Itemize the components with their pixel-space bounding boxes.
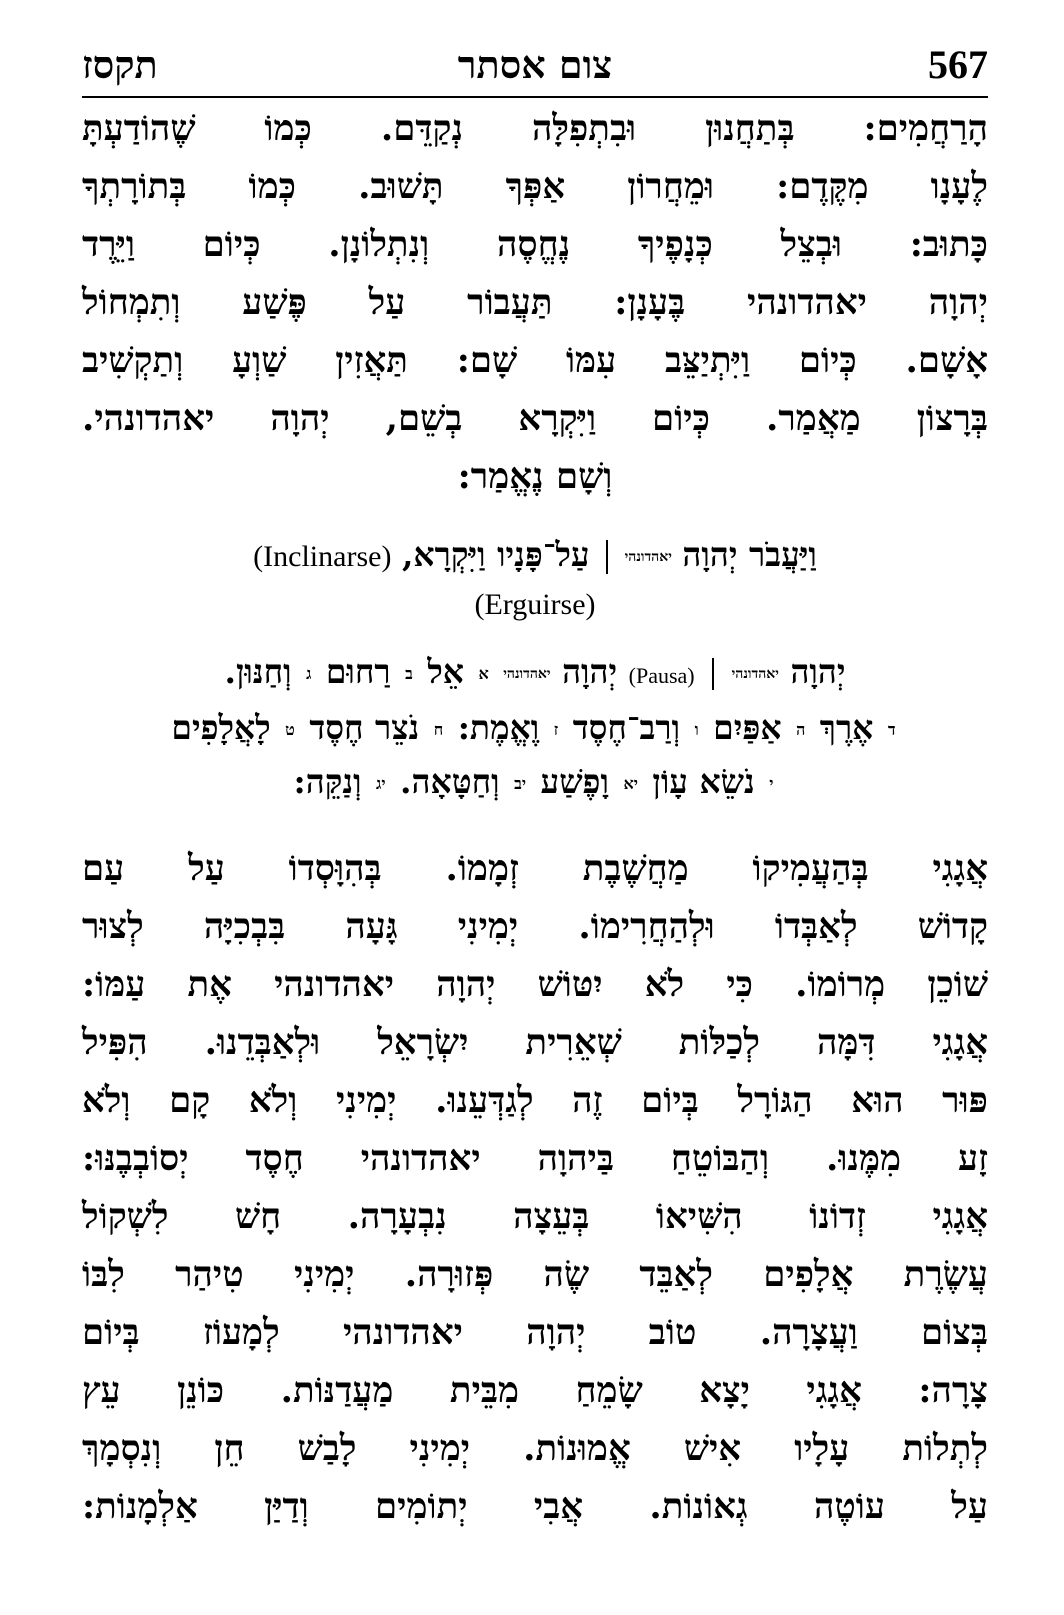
attribute-number: ח — [433, 720, 444, 739]
instruction-line — [82, 580, 988, 628]
attribute-word: וְחַנּוּן. — [224, 652, 292, 691]
attribute-word: אֶרֶךְ — [819, 708, 874, 747]
verse-part-1: וַיַּעֲבֹר יְהוָה — [682, 535, 817, 574]
text-line: יְהוָה יאהדונהי בֶּעָנָן: תַּעֲבוֹר עַל פֶּשַׁע וְתִמְחוֹל — [82, 282, 988, 323]
text-line: אֲגָגִי דִּמָּה לְכַלּוֹת שְׁאֵרִית יִשְׂרָאֵל וּלְאַבְּדֵנוּ. הִפִּיל — [82, 1022, 988, 1063]
verse-block — [82, 532, 988, 628]
hebrew-page-number: תקסז — [82, 42, 158, 87]
text-line: אֲגָגִי זְדוֹנוֹ הִשִּׁיאוֹ בְּעֵצָה נִבְעָרָה. חָשׁ לִשְׁקוֹל — [82, 1196, 988, 1237]
text-line: פּוּר הוּא הַגּוֹרָל בְּיוֹם זֶה לְגַדְּעֵנוּ. יְמִינִי וְלֹא קָם וְלֹא — [82, 1080, 988, 1121]
attribute-word: אַפַּיִם — [713, 708, 782, 747]
attribute-number: יג — [376, 774, 386, 793]
attribute-word: וָפֶשַׁע — [540, 762, 609, 801]
attribute-number: ג — [306, 664, 312, 683]
attribute-number: ד — [887, 720, 896, 739]
text-line: לֶעָנָו מִקֶּדֶם: וּמֵחֲרוֹן אַפְּךָ תָּשׁוּב. כְּמוֹ בְּתוֹרָתְךָ — [82, 166, 988, 207]
page — [82, 36, 988, 1596]
text-line: בְּרָצוֹן מַאֲמַר. כְּיוֹם וַיִּקְרָא בְשֵׁם, יְהוָה יאהדונהי. — [82, 398, 988, 439]
text-line: הָרַחֲמִים: בְּתַחֲנוּן וּבִתְפִלָּה נְקַדֵּם. כְּמוֹ שֶׁהוֹדַעְתָּ — [82, 108, 988, 149]
attribute-word: נֹשֵׂא עָוֹן — [652, 762, 755, 801]
instruction-rise: (Erguirse) — [474, 588, 596, 621]
attribute-number: ו — [694, 720, 699, 739]
attributes-line-2 — [82, 702, 988, 756]
thirteen-attributes — [82, 646, 988, 810]
text-line: לְתְלוֹת עָלָיו אִישׁ אֱמוּנוֹת. יְמִינִי לָבַשׁ חֵן וְנִסְמָךְ — [82, 1428, 988, 1469]
text-line: זָע מִמֶּנוּ. וְהַבּוֹטֵחַ בַּיהוָה יאהדונהי חֶסֶד יְסוֹבְבֶנּוּ: — [82, 1138, 988, 1179]
text-line: שׁוֹכֵן מְרוֹמוֹ. כִּי לֹא יִטּוֹשׁ יְהוָה יאהדונהי אֶת עַמּוֹ: — [82, 964, 988, 1005]
intro-paragraph — [82, 100, 988, 506]
text-line: וְשָׁם נֶאֱמַר: — [457, 456, 613, 497]
verse-part-2: עַל־פָּנָיו וַיִּקְרָא, — [401, 535, 590, 574]
attribute-number: יא — [623, 774, 638, 793]
instruction-bow: (Inclinarse) — [253, 540, 392, 573]
attribute-word: וֶאֱמֶת: — [457, 708, 540, 747]
divider-bar — [712, 658, 714, 690]
verse-line — [82, 532, 988, 580]
text-line: כָּתוּב: וּבְצֵל כְּנָפֶיךָ נֶחֱסֶה וְנִתְלוֹנָן. כְּיוֹם וַיֵּרֶד — [82, 224, 988, 265]
attribute-word: נֹצֵר חֶסֶד — [309, 708, 420, 747]
attribute-word: וְנַקֵּה: — [293, 762, 362, 801]
text-line: קָדוֹשׁ לְאַבְּדוֹ וּלְהַחֲרִימוֹ. יְמִינִי גָּעָה בִּבְכִיָּה לְצוּר — [82, 906, 988, 947]
attribute-number: א — [478, 664, 489, 683]
attribute-number: ב — [405, 664, 413, 683]
text-line: אֲגָגִי בְּהַעֲמִיקוֹ מַחֲשֶׁבֶת זְמָמוֹ. בְּהִוָּסְדוֹ עַל עַם — [82, 848, 988, 889]
page-header — [82, 36, 988, 94]
attribute-number: י — [769, 774, 774, 793]
attribute-word: לָאֲלָפִים — [171, 708, 271, 747]
instruction-pause: (Pausa) — [628, 663, 695, 688]
attribute-number: ט — [285, 720, 295, 739]
divine-name-reading: יאהדונהי — [624, 549, 672, 565]
attributes-line-3 — [82, 756, 988, 810]
text-line: בְּצוֹם וַעֲצָרָה. טוֹב יְהוָה יאהדונהי לְמָעוֹז בְּיוֹם — [82, 1312, 988, 1353]
attribute-word: וְחַטָּאָה. — [400, 762, 500, 801]
attribute-divine-name: יְהוָה — [562, 652, 618, 691]
piyut-paragraph — [82, 840, 988, 1536]
attribute-word: אֵל — [427, 652, 464, 691]
header-rule — [82, 96, 988, 98]
divine-name-reading: יאהדונהי — [731, 666, 779, 682]
text-line: עֲשֶׂרֶת אֲלָפִים לְאַבֵּד שֶׂה פְּזוּרָה. יְמִינִי טִיהַר לִבּוֹ — [82, 1254, 988, 1295]
text-line: עַל עוֹטֶה גְאוֹנוֹת. אֲבִי יְתוֹמִים וְדַיַּן אַלְמָנוֹת: — [82, 1486, 988, 1527]
attribute-number: ה — [796, 720, 806, 739]
attribute-divine-name: יְהוָה — [790, 652, 846, 691]
attribute-number: ז — [553, 720, 559, 739]
page-number: 567 — [928, 42, 988, 87]
divider-bar — [606, 540, 608, 574]
text-line: צָרָה: אֲגָגִי יָצָא שָׂמֵחַ מִבֵּית מַעֲדַנּוֹת. כּוֹנֵן עֵץ — [82, 1370, 988, 1411]
attribute-word: וְרַב־חֶסֶד — [572, 708, 681, 747]
page-title: צום אסתר — [457, 42, 613, 87]
attribute-number: יב — [514, 774, 527, 793]
divine-name-reading: יאהדונהי — [503, 666, 551, 682]
text-line: אָשָׁם. כְּיוֹם וַיִּתְיַצֵּב עִמּוֹ שָׁם: תַּאֲזִין שַׁוְעָ וְתַקְשִׁיב — [82, 340, 988, 381]
attribute-word: רַחוּם — [325, 652, 391, 691]
attributes-line-1 — [82, 646, 988, 702]
